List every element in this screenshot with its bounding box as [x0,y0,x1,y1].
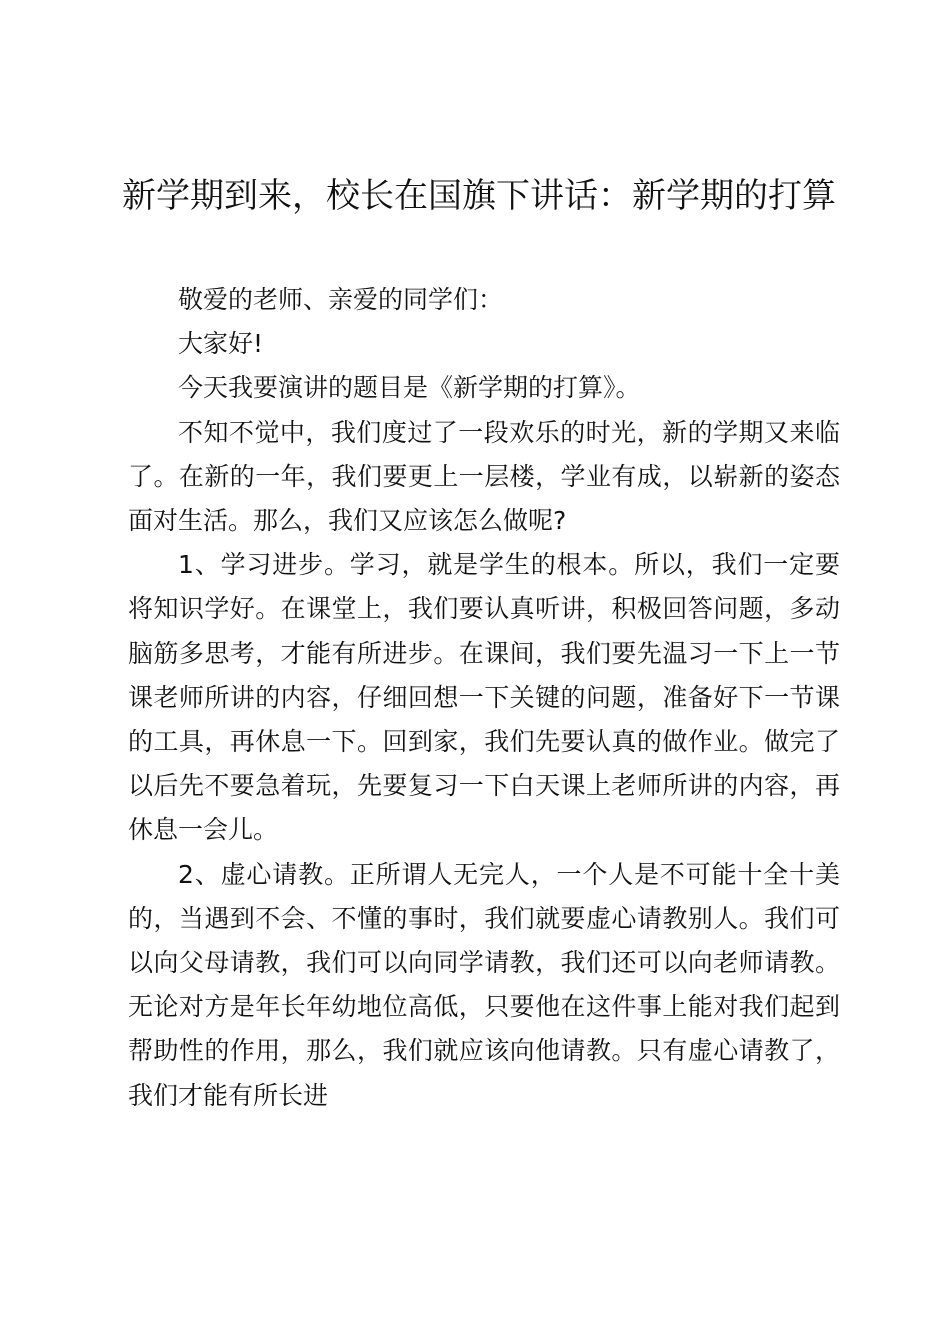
document-body [128,278,840,1118]
paragraph-greeting: 大家好! [178,329,264,359]
paragraph-point-2: 2、虚心请教。正所谓人无完人，一个人是不可能十全十美的，当遇到不会、不懂的事时，我们就要虚心请教别人。我们可以向父母请教，我们可以向同学请教，我们还可以向老师请教。无论对方是年长年幼地位高低，只要他在这件事上能对我们起到帮助性的作用，那么，我们就应该向他请教。只有虚心请教了，我们才能有所长进 [128,859,840,1110]
paragraph-topic: 今天我要演讲的题目是《新学期的打算》。 [178,373,641,403]
document-title: 新学期到来，校长在国旗下讲话：新学期的打算 [122,176,836,216]
paragraph-point-1: 1、学习进步。学习，就是学生的根本。所以，我们一定要将知识学好。在课堂上，我们要认真听讲，积极回答问题，多动脑筋多思考，才能有所进步。在课间，我们要先温习一下上一节课老师所讲的内容，仔细回想一下关键的问题，准备好下一节课的工具，再休息一下。回到家，我们先要认真的做作业。做完了以后先不要急着玩，先要复习一下白天课上老师所讲的内容，再休息一会儿。 [128,550,840,845]
paragraph-intro: 不知不觉中，我们度过了一段欢乐的时光，新的学期又来临了。在新的一年，我们要更上一层楼，学业有成，以崭新的姿态面对生活。那么，我们又应该怎么做呢? [128,417,840,536]
paragraph-salutation: 敬爱的老师、亲爱的同学们： [178,285,504,314]
